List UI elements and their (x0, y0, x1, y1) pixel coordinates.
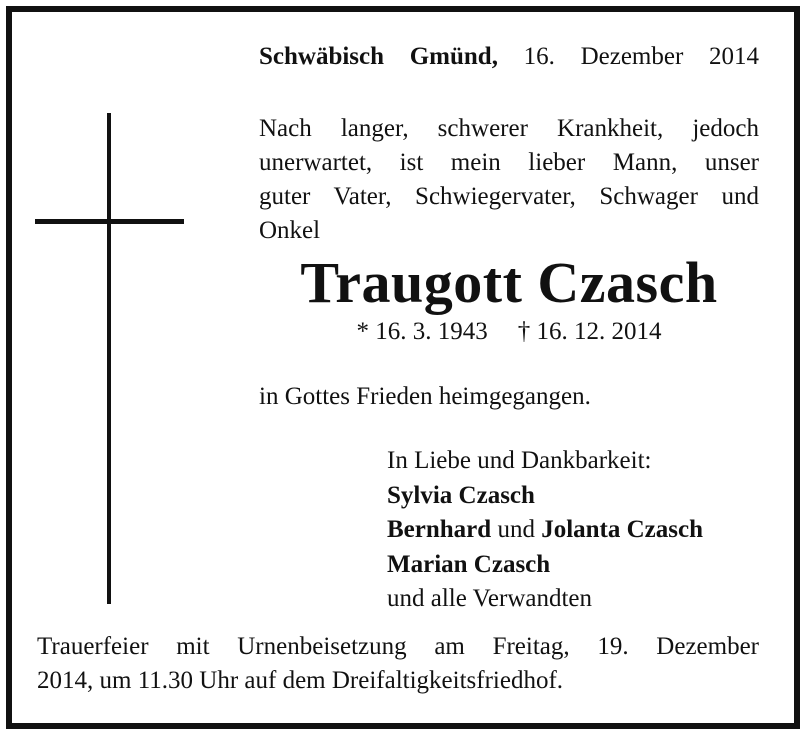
family-conjunction: und (497, 516, 535, 543)
intro-line: Nach langer, schwerer Krankheit, jedoch (259, 115, 759, 142)
family-closing: und alle Verwandten (387, 585, 593, 612)
intro-line: guter Vater, Schwiegervater, Schwager und (259, 183, 759, 210)
intro-text (259, 112, 759, 248)
family-member: Marian Czasch (387, 550, 551, 578)
funeral-line: 2014, um 11.30 Uhr auf dem Dreifaltigkeitsfriedhof. (37, 667, 564, 694)
family-intro: In Liebe und Dankbarkeit: (387, 447, 652, 474)
place-and-date (259, 40, 759, 74)
intro-line: unerwartet, ist mein lieber Mann, unser (259, 149, 759, 176)
life-dates (259, 315, 759, 349)
birth-date: * 16. 3. 1943 (356, 318, 488, 345)
family-member-couple (387, 513, 767, 548)
funeral-info (37, 630, 759, 698)
intro-line: Onkel (259, 217, 321, 244)
notice-date: 16. Dezember 2014 (523, 43, 759, 70)
family-member: Sylvia Czasch (387, 481, 535, 509)
place-name: Schwäbisch Gmünd, (259, 43, 498, 70)
family-member-first: Bernhard (387, 516, 492, 543)
deceased-name: Traugott Czasch (300, 250, 718, 315)
death-date: † 16. 12. 2014 (517, 318, 662, 345)
funeral-line: Trauerfeier mit Urnenbeisetzung am Freitag, 19. Dezember (37, 633, 759, 660)
cross-horizontal-bar (35, 219, 184, 224)
cross-vertical-bar (107, 113, 111, 604)
family-signature (387, 444, 767, 617)
family-member-second: Jolanta Czasch (541, 516, 703, 543)
peace-text: in Gottes Frieden heimgegangen. (259, 383, 591, 410)
